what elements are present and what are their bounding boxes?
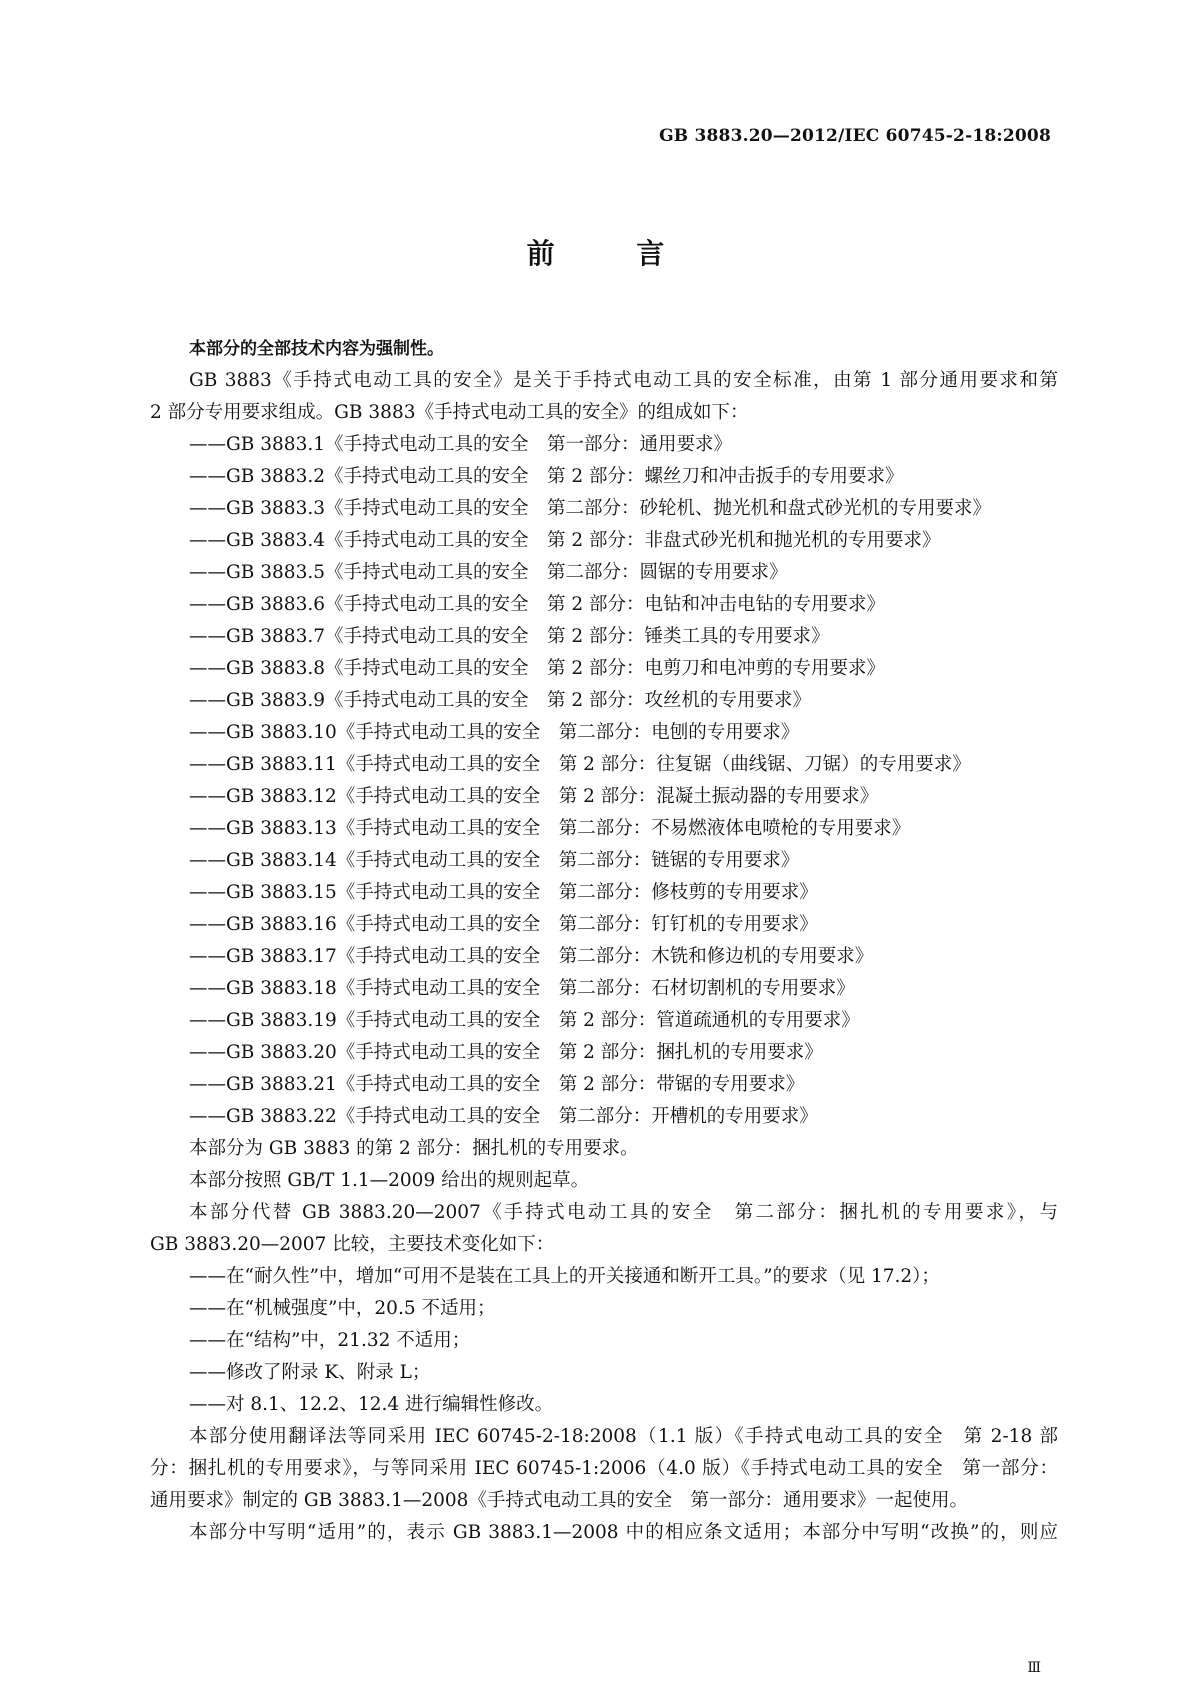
text-line: ——GB 3883.11《手持式电动工具的安全 第 2 部分：往复锯（曲线锯、刀锯）的专用要求》	[189, 754, 971, 775]
standard-code: GB 3883.20—2012/IEC 60745-2-18:2008	[659, 126, 1051, 146]
text-line: 本部分按照 GB/T 1.1—2009 给出的规则起草。	[189, 1170, 590, 1191]
text-line: ——GB 3883.15《手持式电动工具的安全 第二部分：修枝剪的专用要求》	[189, 882, 818, 903]
text-line: ——GB 3883.5《手持式电动工具的安全 第二部分：圆锯的专用要求》	[189, 562, 788, 583]
text-line: ——修改了附录 K、附录 L；	[189, 1362, 431, 1383]
text-line: 分：捆扎机的专用要求》，与等同采用 IEC 60745-1:2006（4.0 版）《手持式电动工具的安全 第一部分：	[150, 1458, 1058, 1479]
text-line: 本部分为 GB 3883 的第 2 部分：捆扎机的专用要求。	[189, 1138, 639, 1159]
text-line: ——GB 3883.16《手持式电动工具的安全 第二部分：钉钉机的专用要求》	[189, 914, 818, 935]
text-line: ——在“耐久性”中，增加“可用不是装在工具上的开关接通和断开工具。”的要求（见 17.2）；	[189, 1266, 940, 1287]
text-line: ——对 8.1、12.2、12.4 进行编辑性修改。	[189, 1394, 554, 1415]
text-line: ——GB 3883.7《手持式电动工具的安全 第 2 部分：锤类工具的专用要求》	[189, 626, 830, 647]
text-line: 本部分使用翻译法等同采用 IEC 60745-2-18:2008（1.1 版）《手持式电动工具的安全 第 2-18 部	[189, 1426, 1058, 1447]
text-line: ——GB 3883.3《手持式电动工具的安全 第二部分：砂轮机、抛光机和盘式砂光机的专用要求》	[189, 498, 991, 519]
text-line: ——GB 3883.13《手持式电动工具的安全 第二部分：不易燃液体电喷枪的专用要求》	[189, 818, 911, 839]
text-line: 2 部分专用要求组成。GB 3883《手持式电动工具的安全》的组成如下：	[150, 402, 749, 423]
text-line: ——GB 3883.10《手持式电动工具的安全 第二部分：电刨的专用要求》	[189, 722, 800, 743]
page-number: Ⅲ	[1027, 1660, 1041, 1676]
text-line: ——在“机械强度”中，20.5 不适用；	[189, 1298, 496, 1319]
text-line: ——GB 3883.14《手持式电动工具的安全 第二部分：链锯的专用要求》	[189, 850, 800, 871]
document-body	[150, 333, 1058, 1549]
text-line: ——GB 3883.21《手持式电动工具的安全 第 2 部分：带锯的专用要求》	[189, 1074, 805, 1095]
text-line: 本部分代替 GB 3883.20—2007《手持式电动工具的安全 第二部分：捆扎机的专用要求》，与	[189, 1202, 1058, 1223]
text-line: ——GB 3883.1《手持式电动工具的安全 第一部分：通用要求》	[189, 434, 732, 455]
text-line: ——GB 3883.12《手持式电动工具的安全 第 2 部分：混凝土振动器的专用要求》	[189, 786, 879, 807]
text-line: ——GB 3883.22《手持式电动工具的安全 第二部分：开槽机的专用要求》	[189, 1106, 818, 1127]
text-line: ——GB 3883.20《手持式电动工具的安全 第 2 部分：捆扎机的专用要求》	[189, 1042, 823, 1063]
text-line: ——GB 3883.8《手持式电动工具的安全 第 2 部分：电剪刀和电冲剪的专用要求》	[189, 658, 886, 679]
text-line: ——GB 3883.4《手持式电动工具的安全 第 2 部分：非盘式砂光机和抛光机的专用要求》	[189, 530, 941, 551]
text-line: ——GB 3883.18《手持式电动工具的安全 第二部分：石材切割机的专用要求》	[189, 978, 855, 999]
text-line: 本部分的全部技术内容为强制性。	[189, 339, 444, 359]
text-line: ——GB 3883.17《手持式电动工具的安全 第二部分：木铣和修边机的专用要求》	[189, 946, 874, 967]
text-line: ——GB 3883.9《手持式电动工具的安全 第 2 部分：攻丝机的专用要求》	[189, 690, 812, 711]
text-line: ——GB 3883.19《手持式电动工具的安全 第 2 部分：管道疏通机的专用要求》	[189, 1010, 860, 1031]
text-line: ——在“结构”中，21.32 不适用；	[189, 1330, 471, 1351]
page-title: 前 言	[526, 237, 701, 270]
text-line: GB 3883.20—2007 比较，主要技术变化如下：	[150, 1234, 555, 1255]
text-line: 通用要求》制定的 GB 3883.1—2008《手持式电动工具的安全 第一部分：通用要求》一起使用。	[150, 1490, 968, 1511]
text-line: ——GB 3883.2《手持式电动工具的安全 第 2 部分：螺丝刀和冲击扳手的专用要求》	[189, 466, 904, 487]
text-line: GB 3883《手持式电动工具的安全》是关于手持式电动工具的安全标准，由第 1 部分通用要求和第	[189, 370, 1058, 391]
text-line: ——GB 3883.6《手持式电动工具的安全 第 2 部分：电钻和冲击电钻的专用要求》	[189, 594, 886, 615]
text-line: 本部分中写明“适用”的，表示 GB 3883.1—2008 中的相应条文适用；本部分中写明“改换”的，则应	[189, 1522, 1058, 1543]
